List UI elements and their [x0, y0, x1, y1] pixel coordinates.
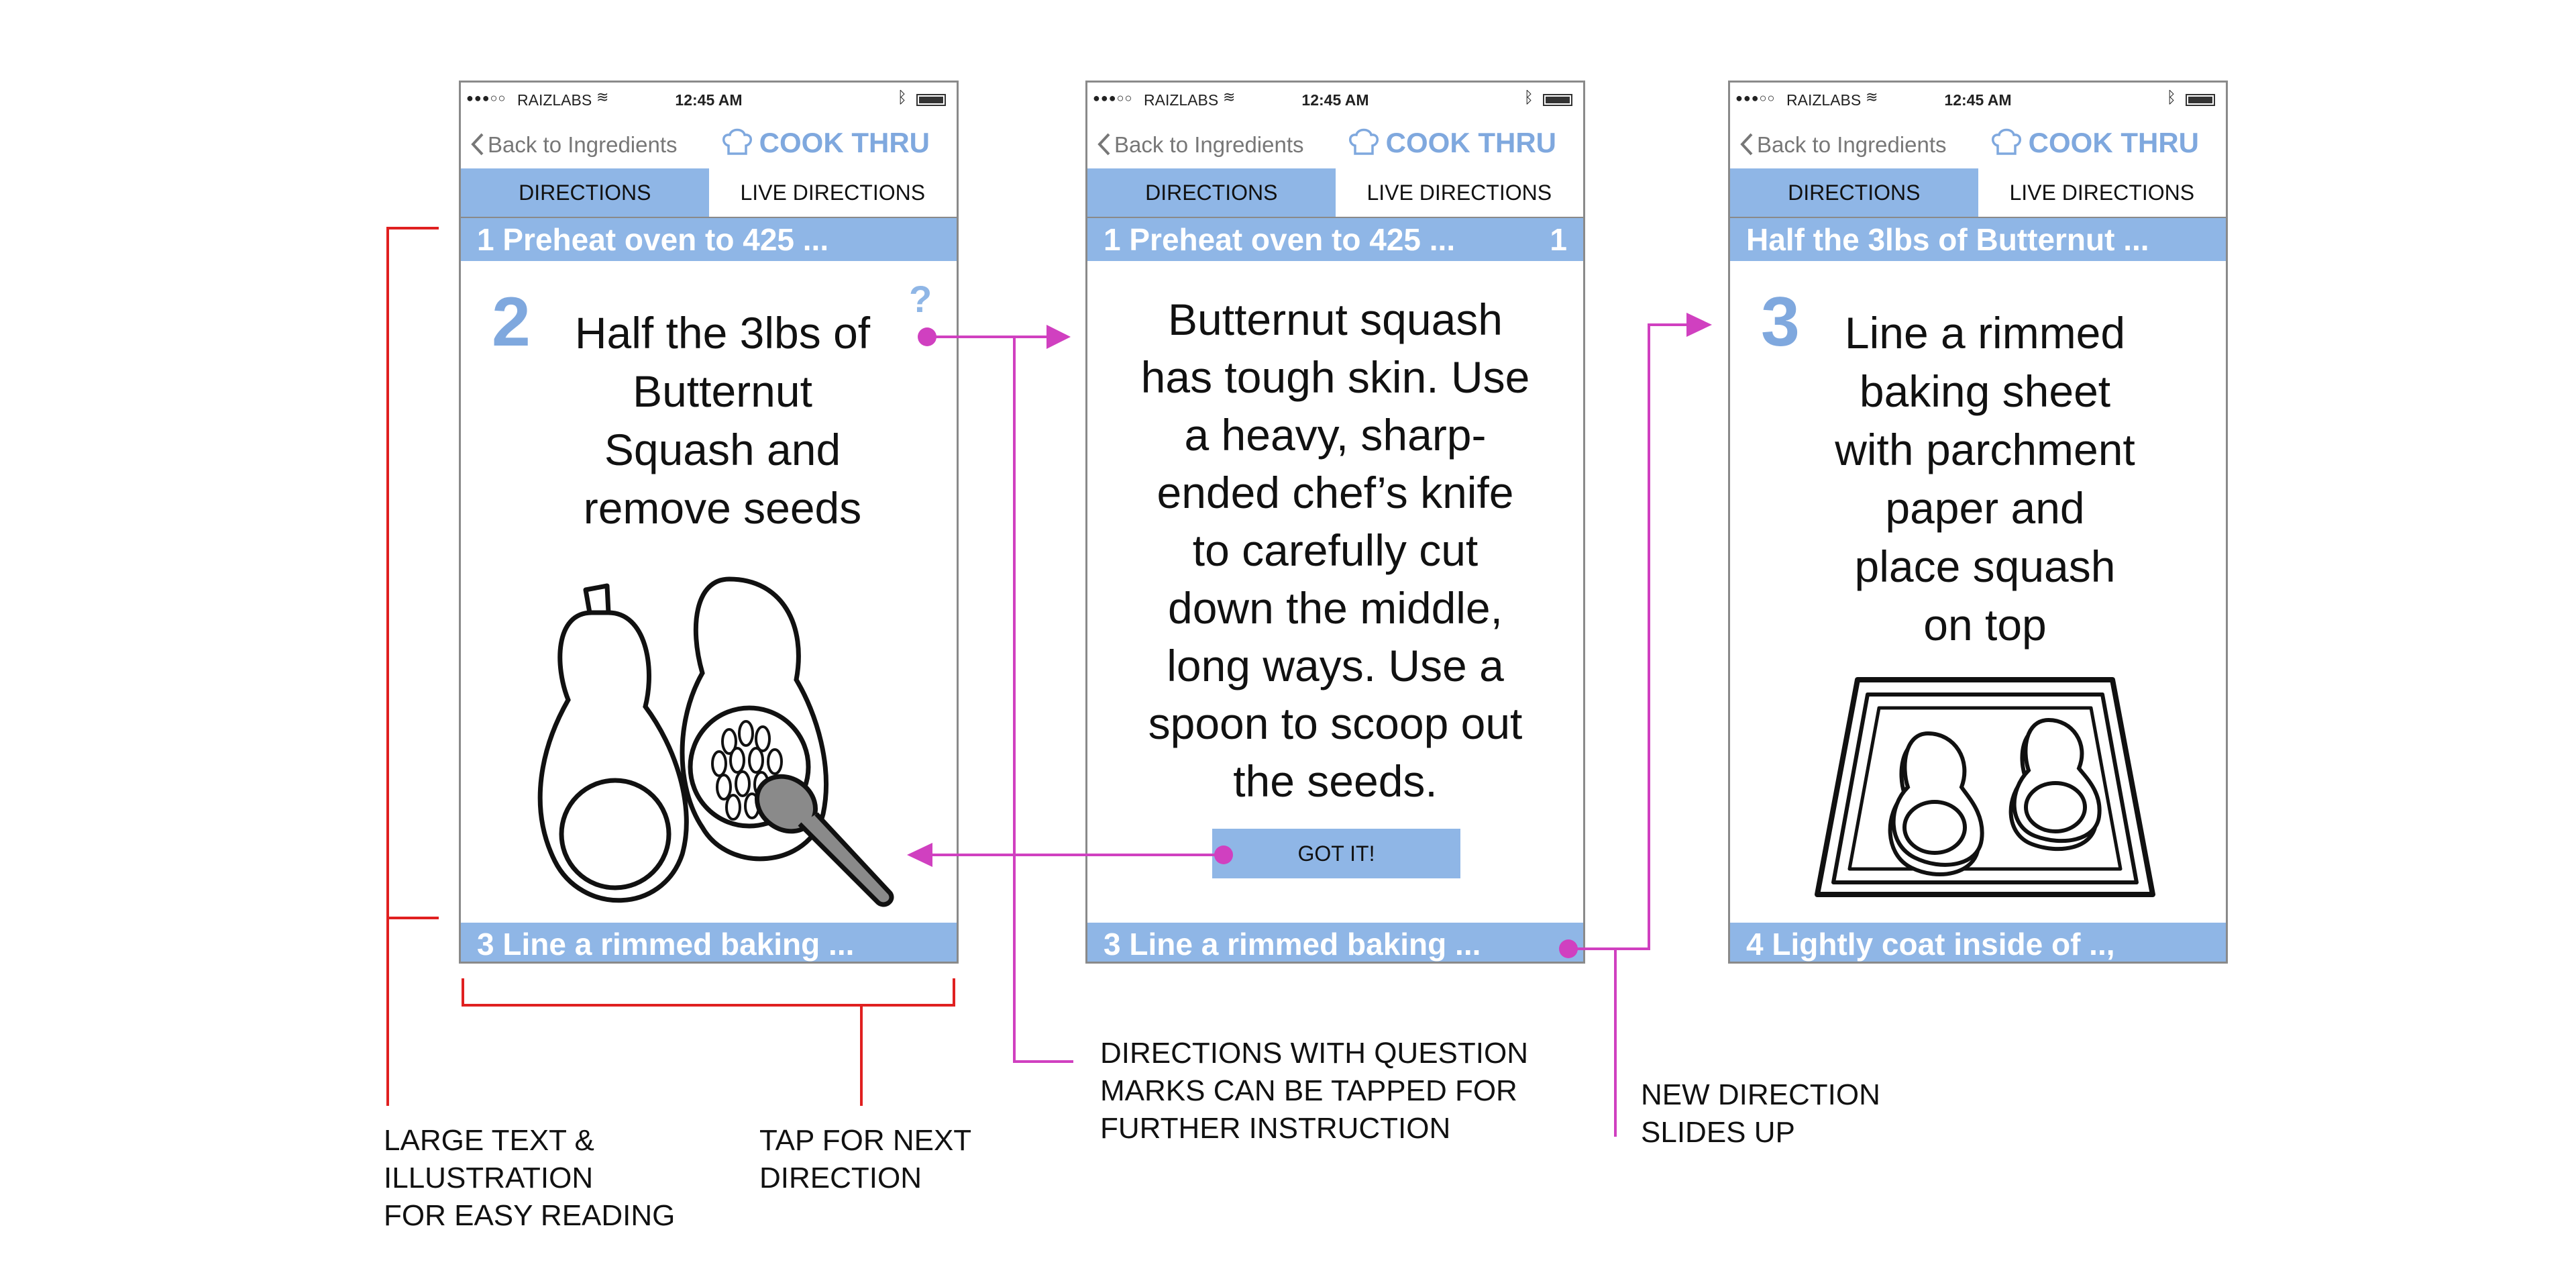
question-mark-connector-dot [918, 327, 936, 346]
bluetooth-icon: ᛒ [2166, 89, 2176, 107]
next-direction-bar[interactable]: 3 Line a rimmed baking ... [1087, 923, 1583, 964]
note-line: DIRECTIONS WITH QUESTION [1100, 1037, 1528, 1070]
step-line: Butternut [633, 366, 812, 416]
next-direction-connector [1568, 325, 1690, 1137]
tip-line: spoon to scoop out [1148, 699, 1523, 748]
signal-icon: ●●●○○ [1735, 91, 1776, 105]
question-mark-button[interactable]: ? [909, 278, 932, 320]
signal-icon: ●●●○○ [466, 91, 506, 105]
tip-line: a heavy, sharp- [1184, 410, 1487, 460]
tip-line: the seeds. [1233, 756, 1438, 806]
got-it-button[interactable]: GOT IT! [1212, 829, 1460, 878]
next-direction-bar[interactable]: 4 Lightly coat inside of .., [1730, 923, 2226, 964]
tab-live-directions[interactable]: LIVE DIRECTIONS [1366, 181, 1552, 205]
clock: 12:45 AM [675, 91, 743, 109]
tab-directions[interactable]: DIRECTIONS [1730, 168, 1978, 217]
note-tap-next [759, 1122, 971, 1197]
step-line: on top [1923, 600, 2047, 650]
brand-name: COOK THRU [759, 127, 930, 158]
back-label: Back to Ingredients [1757, 132, 1947, 157]
tip-line: has tough skin. Use [1140, 352, 1530, 402]
got-it-connector-dot [1214, 845, 1233, 864]
tap-next-bracket [463, 978, 954, 1106]
note-new-direction [1641, 1076, 1880, 1151]
note-line: DIRECTION [759, 1162, 922, 1194]
note-line: SLIDES UP [1641, 1116, 1795, 1149]
next-direction-bar[interactable]: 3 Line a rimmed baking ... [461, 923, 957, 964]
step-line: remove seeds [583, 483, 862, 533]
wifi-icon: ≋ [1223, 89, 1236, 105]
next-direction-connector-arrow [1686, 313, 1712, 337]
previous-direction-bar[interactable]: Half the 3lbs of Butternut ... [1730, 218, 2226, 261]
previous-direction-count: 1 [1550, 222, 1567, 257]
bluetooth-icon: ᛒ [1523, 89, 1534, 107]
step-line: Half the 3lbs of [574, 308, 871, 358]
tab-directions[interactable]: DIRECTIONS [1087, 168, 1336, 217]
tip-line: Butternut squash [1168, 295, 1503, 344]
tab-live-directions[interactable]: LIVE DIRECTIONS [740, 181, 926, 205]
carrier-label: RAIZLABS [1144, 91, 1219, 109]
note-line: MARKS CAN BE TAPPED FOR [1100, 1074, 1517, 1107]
note-line: FURTHER INSTRUCTION [1100, 1112, 1451, 1145]
step-number: 3 [1761, 283, 1800, 361]
note-line: FOR EASY READING [384, 1199, 676, 1232]
note-line: LARGE TEXT & [384, 1124, 594, 1157]
large-text-bracket [388, 228, 439, 1106]
signal-icon: ●●●○○ [1093, 91, 1133, 105]
carrier-label: RAIZLABS [1786, 91, 1862, 109]
carrier-label: RAIZLABS [517, 91, 592, 109]
back-label: Back to Ingredients [1114, 132, 1304, 157]
step-line: place squash [1854, 542, 2116, 591]
tab-live-directions[interactable]: LIVE DIRECTIONS [2009, 181, 2195, 205]
bluetooth-icon: ᛒ [897, 89, 907, 107]
note-line: ILLUSTRATION [384, 1162, 594, 1194]
tip-line: long ways. Use a [1167, 641, 1504, 690]
step-number: 2 [492, 283, 531, 361]
next-direction-connector-dot [1559, 939, 1578, 958]
question-mark-connector [927, 337, 1073, 1062]
question-mark-connector-arrow [1046, 325, 1071, 349]
note-large-text [384, 1122, 675, 1235]
step-line: Line a rimmed [1844, 308, 2126, 358]
note-question-marks [1100, 1035, 1528, 1147]
note-line: NEW DIRECTION [1641, 1078, 1880, 1111]
brand-name: COOK THRU [1385, 127, 1556, 158]
back-label: Back to Ingredients [488, 132, 678, 157]
step-line: with parchment [1835, 425, 2135, 474]
brand-name: COOK THRU [2028, 127, 2199, 158]
previous-direction-text: 1 Preheat oven to 425 ... [1104, 222, 1456, 257]
previous-direction-bar[interactable]: 1 Preheat oven to 425 ... [461, 218, 957, 261]
tip-line: down the middle, [1168, 583, 1503, 633]
note-line: TAP FOR NEXT [759, 1124, 972, 1157]
tab-directions[interactable]: DIRECTIONS [461, 168, 709, 217]
tip-line: to carefully cut [1192, 525, 1479, 575]
step-line: Squash and [604, 425, 841, 474]
step-line: baking sheet [1859, 366, 2111, 416]
tip-line: ended chef’s knife [1157, 468, 1514, 517]
step-line: paper and [1885, 483, 2085, 533]
got-it-connector-arrow [907, 843, 932, 867]
wifi-icon: ≋ [1866, 89, 1878, 105]
wifi-icon: ≋ [596, 89, 609, 105]
clock: 12:45 AM [1944, 91, 2012, 109]
clock: 12:45 AM [1301, 91, 1369, 109]
